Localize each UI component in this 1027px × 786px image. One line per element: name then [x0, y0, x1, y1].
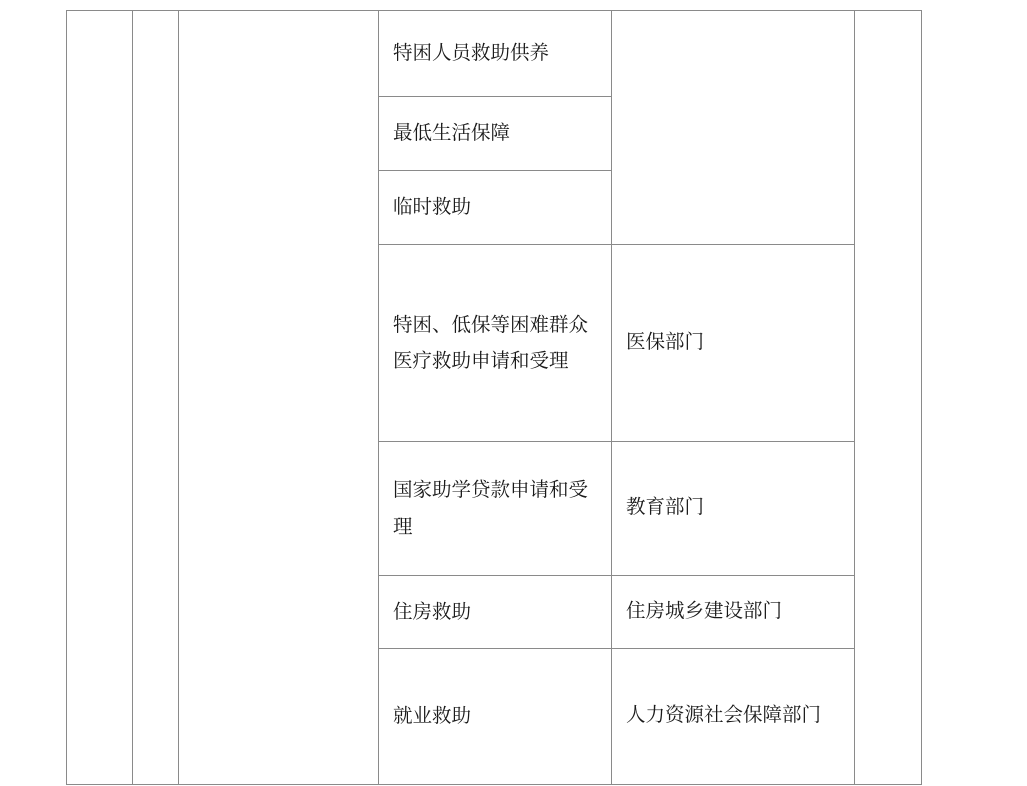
table-cell-department: [612, 576, 855, 649]
item-label: 国家助学贷款申请和受理: [393, 479, 589, 538]
department-label: 教育部门: [626, 497, 705, 519]
table-cell-col6: [855, 11, 922, 785]
table-cell-item: [379, 245, 612, 442]
item-label: 最低生活保障: [393, 122, 511, 145]
item-label: 就业救助: [393, 705, 472, 728]
item-label: 特困、低保等困难群众医疗救助申请和受理: [393, 313, 589, 372]
table-row: [67, 11, 922, 97]
table-cell-item: [379, 171, 612, 245]
table-cell-department: [612, 649, 855, 785]
table-cell-item: [379, 576, 612, 649]
table-cell-department-empty: [612, 11, 855, 245]
table-cell-item: [379, 649, 612, 785]
department-label: 人力资源社会保障部门: [626, 705, 822, 727]
table-cell-department: [612, 442, 855, 576]
table-cell-col2: [133, 11, 179, 785]
department-label: 住房城乡建设部门: [626, 600, 783, 622]
table-cell-col1: [67, 11, 133, 785]
table-cell-item: [379, 97, 612, 171]
department-label: 医保部门: [626, 331, 705, 353]
table-cell-col3: [179, 11, 379, 785]
table-cell-item: [379, 442, 612, 576]
assistance-items-table: [66, 10, 922, 785]
item-label: 住房救助: [393, 600, 472, 623]
table-cell-department: [612, 245, 855, 442]
item-label: 特困人员救助供养: [393, 42, 550, 65]
item-label: 临时救助: [393, 196, 472, 219]
table-cell-item: [379, 11, 612, 97]
